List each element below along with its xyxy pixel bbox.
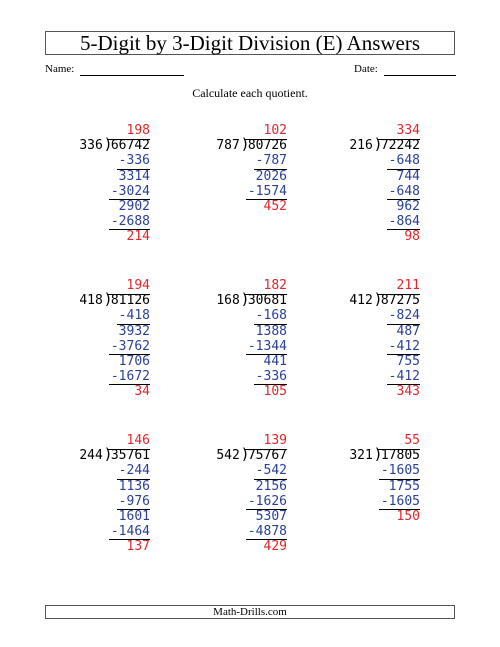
division-problem (70, 433, 180, 583)
subtraction-step: -1464 (110, 524, 150, 540)
remainder-answer: 98 (404, 229, 420, 245)
quotient-answer: 182 (263, 278, 287, 293)
remainder-answer: 429 (263, 539, 287, 555)
division-bracket-bar (244, 294, 287, 295)
partial-remainder: 1388 (255, 323, 287, 339)
division-bracket: ) (241, 135, 248, 154)
division-problem (340, 123, 450, 273)
subtraction-step: -3024 (110, 183, 150, 199)
divisor: 321 (349, 448, 373, 464)
dividend: 66742 (110, 138, 150, 154)
subtraction-step: -2688 (110, 214, 150, 230)
division-bracket-bar (377, 139, 420, 140)
divisor: 542 (216, 448, 240, 464)
subtraction-step: -1605 (380, 463, 420, 479)
subtraction-step: -824 (388, 308, 420, 324)
quotient-answer: 198 (126, 123, 150, 138)
partial-remainder: 2902 (118, 199, 150, 214)
division-problem (70, 278, 180, 428)
subtraction-step: -542 (255, 463, 287, 479)
subtraction-step: -336 (255, 369, 287, 385)
subtraction-step: -1672 (110, 369, 150, 385)
subtraction-step: -1626 (247, 493, 287, 509)
subtraction-step: -1574 (247, 183, 287, 199)
subtraction-step: -412 (388, 338, 420, 354)
division-problem (207, 278, 317, 428)
quotient-answer: 211 (396, 278, 420, 293)
subtraction-step: -1344 (247, 338, 287, 354)
partial-remainder: 1601 (118, 509, 150, 524)
partial-remainder: 755 (396, 354, 420, 369)
division-bracket: ) (104, 445, 111, 464)
remainder-answer: 34 (134, 384, 150, 400)
division-bracket-bar (244, 449, 287, 450)
division-bracket: ) (374, 290, 381, 309)
subtraction-step: -648 (388, 153, 420, 169)
division-bracket-bar (377, 449, 420, 450)
division-problem (340, 278, 450, 428)
quotient-answer: 55 (404, 433, 420, 448)
divisor: 412 (349, 293, 373, 309)
partial-remainder: 487 (396, 323, 420, 339)
date-label: Date: (354, 63, 378, 75)
partial-remainder: 3314 (118, 168, 150, 184)
partial-remainder: 1136 (118, 478, 150, 494)
division-problem (340, 433, 450, 583)
name-label: Name: (45, 63, 75, 75)
division-bracket: ) (241, 445, 248, 464)
worksheet-title: 5-Digit by 3-Digit Division (E) Answers (45, 31, 455, 55)
division-bracket: ) (374, 445, 381, 464)
subtraction-step: -4878 (247, 524, 287, 540)
footer: Math-Drills.com (45, 605, 455, 619)
remainder-answer: 137 (126, 539, 150, 555)
instructions: Calculate each quotient. (192, 86, 308, 100)
partial-remainder: 441 (263, 354, 287, 369)
remainder-answer: 150 (396, 509, 420, 524)
dividend: 30681 (247, 293, 287, 309)
partial-remainder: 5307 (255, 509, 287, 524)
division-bracket: ) (104, 135, 111, 154)
dividend: 87275 (380, 293, 420, 309)
divisor: 244 (79, 448, 103, 464)
partial-remainder: 1706 (118, 354, 150, 369)
division-bracket-bar (377, 294, 420, 295)
dividend: 75767 (247, 448, 287, 464)
partial-remainder: 962 (396, 199, 420, 214)
remainder-answer: 343 (396, 384, 420, 400)
division-bracket: ) (374, 135, 381, 154)
subtraction-step: -418 (118, 308, 150, 324)
partial-remainder: 1755 (388, 478, 420, 494)
subtraction-step: -336 (118, 153, 150, 169)
subtraction-step: -864 (388, 214, 420, 230)
division-bracket: ) (104, 290, 111, 309)
remainder-answer: 105 (263, 384, 287, 400)
remainder-answer: 214 (126, 229, 150, 245)
quotient-answer: 102 (263, 123, 287, 138)
subtraction-step: -168 (255, 308, 287, 324)
dividend: 80726 (247, 138, 287, 154)
division-bracket-bar (107, 294, 150, 295)
divisor: 168 (216, 293, 240, 309)
partial-remainder: 3932 (118, 323, 150, 339)
division-bracket-bar (244, 139, 287, 140)
date-line (384, 75, 456, 76)
quotient-answer: 139 (263, 433, 287, 448)
divisor: 787 (216, 138, 240, 154)
partial-remainder: 2156 (255, 478, 287, 494)
subtraction-step: -648 (388, 183, 420, 199)
name-line (80, 75, 184, 76)
division-problem (70, 123, 180, 273)
subtraction-step: -3762 (110, 338, 150, 354)
subtraction-step: -787 (255, 153, 287, 169)
dividend: 35761 (110, 448, 150, 464)
division-problem (207, 433, 317, 583)
division-problem (207, 123, 317, 273)
dividend: 72242 (380, 138, 420, 154)
partial-remainder: 744 (396, 168, 420, 184)
division-bracket-bar (107, 139, 150, 140)
division-bracket: ) (241, 290, 248, 309)
quotient-answer: 194 (126, 278, 150, 293)
dividend: 17805 (380, 448, 420, 464)
subtraction-step: -1605 (380, 493, 420, 509)
dividend: 81126 (110, 293, 150, 309)
subtraction-step: -244 (118, 463, 150, 479)
remainder-answer: 452 (263, 199, 287, 214)
division-bracket-bar (107, 449, 150, 450)
subtraction-step: -412 (388, 369, 420, 385)
divisor: 418 (79, 293, 103, 309)
subtraction-step: -976 (118, 493, 150, 509)
quotient-answer: 146 (126, 433, 150, 448)
divisor: 216 (349, 138, 373, 154)
quotient-answer: 334 (396, 123, 420, 138)
partial-remainder: 2026 (255, 168, 287, 184)
divisor: 336 (79, 138, 103, 154)
